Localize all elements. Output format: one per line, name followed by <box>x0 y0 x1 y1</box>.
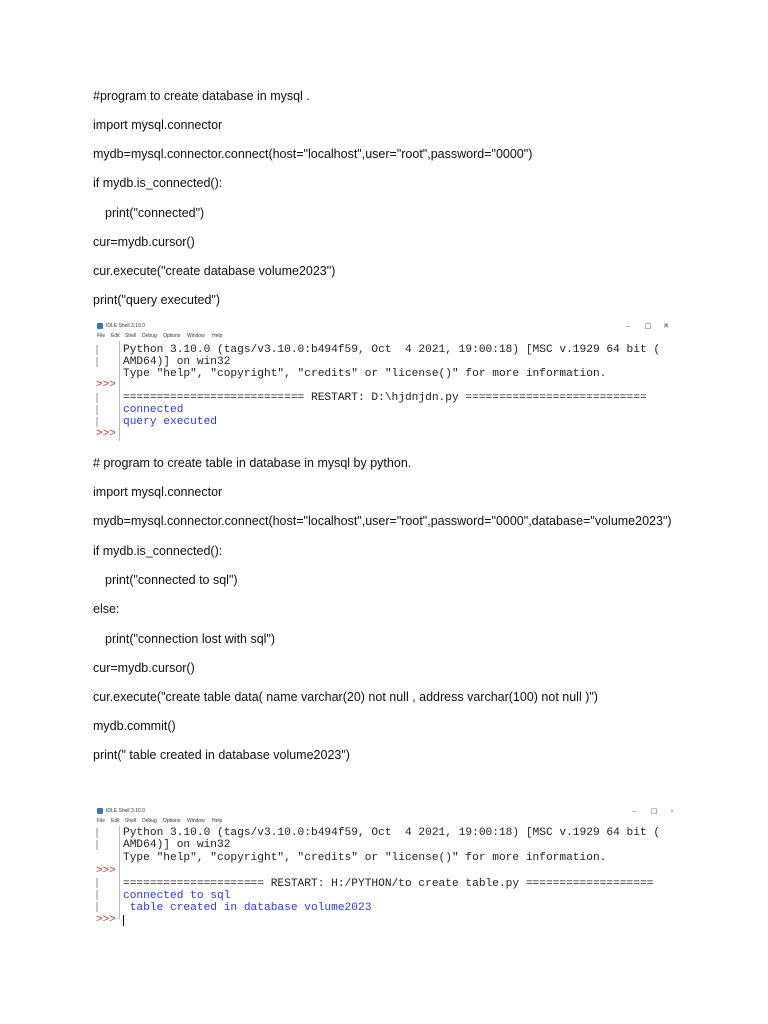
menu-shell[interactable]: Shell <box>125 818 137 824</box>
menu-edit[interactable]: Edit <box>111 818 120 824</box>
window-title: IDLE Shell 3.10.0 <box>106 808 145 814</box>
gutter-marker <box>96 417 98 427</box>
shell-prompt: >>> <box>96 914 116 926</box>
restart-line: ===================== RESTART: H:/PYTHON/to create table.py =================== <box>123 878 654 890</box>
code-line: mydb=mysql.connector.connect(host="localhost",user="root",password="0000",database="volume2023") <box>93 514 672 528</box>
code-line: import mysql.connector <box>93 118 223 132</box>
menu-options[interactable]: Options <box>163 333 181 339</box>
menu-debug[interactable]: Debug <box>142 333 157 339</box>
python-app-icon <box>97 808 103 814</box>
code-line: cur.execute("create table data( name varchar(20) not null , address varchar(100) not null )") <box>93 690 598 704</box>
menu-bar <box>94 332 675 341</box>
code-line: else: <box>93 602 120 616</box>
prompt-gutter <box>94 826 120 926</box>
python-version-banner: Python 3.10.0 (tags/v3.10.0:b494f59, Oct 4 2021, 19:00:18) [MSC v.1929 64 bit ( <box>123 344 661 356</box>
menu-bar <box>94 817 675 826</box>
window-title: IDLE Shell 3.10.0 <box>106 323 145 329</box>
code-comment: #program to create database in mysql . <box>93 89 310 103</box>
python-platform-line: AMD64)] on win32 <box>123 839 231 851</box>
gutter-marker <box>96 405 98 415</box>
close-button[interactable]: ✕ <box>663 322 669 330</box>
code-line: if mydb.is_connected(): <box>93 176 223 190</box>
output-line: table created in database volume2023 <box>123 902 372 914</box>
gutter-marker <box>96 393 98 403</box>
output-line: connected <box>123 404 184 416</box>
code-line: print("connected to sql") <box>105 573 238 587</box>
python-platform-line: AMD64)] on win32 <box>123 356 231 368</box>
maximize-button[interactable]: □ <box>650 807 658 815</box>
code-line: print(" table created in database volume2023") <box>93 748 350 762</box>
shell-output-area[interactable] <box>94 341 675 441</box>
output-line: query executed <box>123 416 217 428</box>
menu-options[interactable]: Options <box>163 818 181 824</box>
code-line: mydb=mysql.connector.connect(host="localhost",user="root",password="0000") <box>93 147 533 161</box>
menu-window[interactable]: Window <box>187 818 205 824</box>
shell-output-area[interactable] <box>94 826 675 926</box>
menu-debug[interactable]: Debug <box>142 818 157 824</box>
menu-help[interactable]: Help <box>212 818 223 824</box>
gutter-marker <box>96 878 98 888</box>
idle-shell-screenshot-1 <box>94 321 675 441</box>
python-app-icon <box>97 323 103 329</box>
gutter-marker <box>96 840 98 850</box>
code-line: print("query executed") <box>93 293 220 307</box>
text-cursor <box>123 915 124 926</box>
gutter-marker <box>96 828 98 838</box>
idle-shell-screenshot-2 <box>94 806 675 926</box>
code-line: mydb.commit() <box>93 719 176 733</box>
code-line: cur=mydb.cursor() <box>93 661 195 675</box>
python-version-banner: Python 3.10.0 (tags/v3.10.0:b494f59, Oct 4 2021, 19:00:18) [MSC v.1929 64 bit ( <box>123 827 661 839</box>
python-help-line: Type "help", "copyright", "credits" or "license()" for more information. <box>123 368 607 380</box>
code-line: cur.execute("create database volume2023") <box>93 264 336 278</box>
shell-prompt: >>> <box>96 379 116 391</box>
window-titlebar <box>94 321 675 332</box>
shell-prompt: >>> <box>96 865 116 877</box>
code-line: if mydb.is_connected(): <box>93 544 223 558</box>
close-button[interactable]: › <box>670 807 674 815</box>
maximize-button[interactable]: □ <box>644 322 652 330</box>
gutter-marker <box>96 902 98 912</box>
window-titlebar <box>94 806 675 817</box>
menu-help[interactable]: Help <box>212 333 223 339</box>
restart-line: =========================== RESTART: D:\hjdnjdn.py =========================== <box>123 392 647 404</box>
code-line: import mysql.connector <box>93 485 223 499</box>
gutter-marker <box>96 345 98 355</box>
gutter-marker <box>96 357 98 367</box>
menu-window[interactable]: Window <box>187 333 205 339</box>
code-comment: # program to create table in database in mysql by python. <box>93 456 412 470</box>
menu-shell[interactable]: Shell <box>125 333 137 339</box>
prompt-gutter <box>94 341 120 441</box>
menu-edit[interactable]: Edit <box>111 333 120 339</box>
code-line: print("connected") <box>105 206 205 220</box>
minimize-button[interactable]: – <box>626 322 630 330</box>
minimize-button[interactable]: – <box>632 807 636 815</box>
menu-file[interactable]: File <box>97 818 106 824</box>
python-help-line: Type "help", "copyright", "credits" or "license()" for more information. <box>123 852 607 864</box>
code-line: cur=mydb.cursor() <box>93 235 195 249</box>
output-line: connected to sql <box>123 890 231 902</box>
menu-file[interactable]: File <box>97 333 106 339</box>
code-line: print("connection lost with sql") <box>105 632 276 646</box>
gutter-marker <box>96 890 98 900</box>
shell-prompt: >>> <box>96 428 116 440</box>
